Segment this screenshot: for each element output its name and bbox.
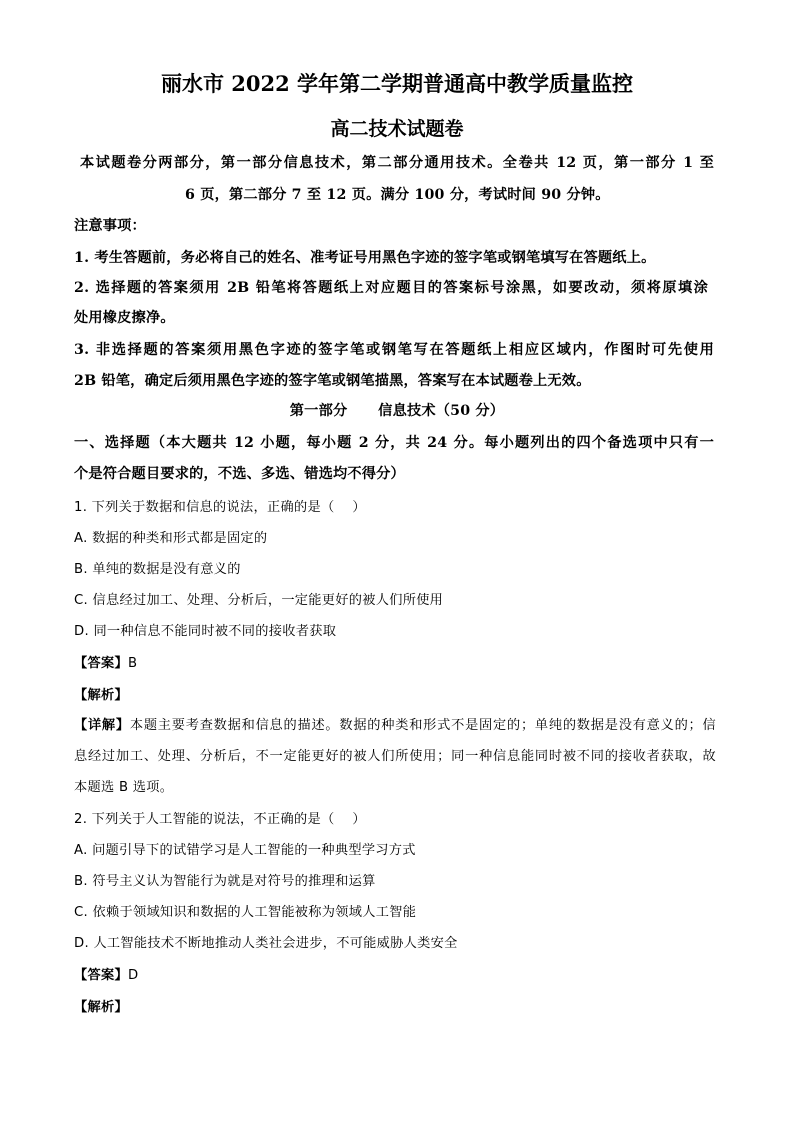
q2-answer — [74, 964, 138, 983]
q2-option-a: A. 问题引导下的试错学习是人工智能的一种典型学习方式 — [74, 843, 416, 858]
q1-detail-line-3: 本题选 B 选项。 — [74, 780, 174, 795]
q2-option-d: D. 人工智能技术不断地推动人类社会进步，不可能威胁人类安全 — [74, 936, 458, 951]
q1-stem: 1. 下列关于数据和信息的说法，正确的是（ ） — [74, 500, 366, 515]
q2-stem: 2. 下列关于人工智能的说法，不正确的是（ ） — [74, 812, 366, 827]
q1-option-c: C. 信息经过加工、处理、分析后，一定能更好的被人们所使用 — [74, 593, 444, 608]
q1-answer — [74, 652, 137, 671]
document-title: 丽水市 2022 学年第二学期普通高中教学质量监控 — [160, 71, 634, 96]
q1-option-d: D. 同一种信息不能同时被不同的接收者获取 — [74, 624, 337, 639]
q2-answer-value: D — [127, 968, 139, 983]
intro-line-2: 6 页，第二部分 7 至 12 页。满分 100 分，考试时间 90 分钟。 — [185, 187, 610, 203]
section1-heading-line-1: 一、选择题（本大题共 12 小题，每小题 2 分，共 24 分。每小题列出的四个备选项中只有一 — [74, 435, 714, 451]
notes-heading: 注意事项： — [74, 218, 146, 234]
note-item-2-line-2: 处用橡皮擦净。 — [74, 310, 175, 326]
note-item-1: 1. 考生答题前，务必将自己的姓名、准考证号用黑色字迹的签字笔或钢笔填写在答题纸上。 — [74, 250, 656, 266]
q2-option-b: B. 符号主义认为智能行为就是对符号的推理和运算 — [74, 874, 376, 889]
q1-option-b: B. 单纯的数据是没有意义的 — [74, 562, 241, 577]
q1-detail-line-2: 息经过加工、处理、分析后，不一定能更好的被人们所使用；同一种信息能同时被不同的接收者获取，故 — [74, 749, 716, 764]
q1-answer-value: B — [127, 656, 138, 671]
note-item-3-line-2: 2B 铅笔，确定后须用黑色字迹的签字笔或钢笔描黑，答案写在本试题卷上无效。 — [74, 373, 591, 389]
q2-analysis-label: 【解析】 — [74, 1000, 128, 1015]
q1-detail-line-1 — [74, 714, 716, 733]
q1-detail-text-1: 本题主要考查数据和信息的描述。数据的种类和形式不是固定的；单纯的数据是没有意义的；信 — [129, 718, 716, 733]
q2-option-c: C. 依赖于领域知识和数据的人工智能被称为领域人工智能 — [74, 905, 417, 920]
q2-answer-label: 【答案】 — [74, 968, 128, 983]
q1-detail-label: 【详解】 — [74, 718, 130, 733]
q1-analysis-label: 【解析】 — [74, 688, 128, 703]
note-item-2-line-1: 2. 选择题的答案须用 2B 铅笔将答题纸上对应题目的答案标号涂黑，如要改动，须将原填涂 — [74, 280, 708, 296]
document-subtitle: 高二技术试题卷 — [330, 118, 464, 140]
part1-title: 第一部分 信息技术（50 分） — [289, 403, 505, 419]
q1-option-a: A. 数据的种类和形式都是固定的 — [74, 531, 268, 546]
q1-answer-label: 【答案】 — [74, 656, 128, 671]
section1-heading-line-2: 个是符合题目要求的，不选、多选、错选均不得分） — [74, 466, 405, 482]
intro-line-1: 本试题卷分两部分，第一部分信息技术，第二部分通用技术。全卷共 12 页，第一部分 1 至 — [80, 155, 714, 171]
note-item-3-line-1: 3. 非选择题的答案须用黑色字迹的签字笔或钢笔写在答题纸上相应区域内，作图时可先使用 — [74, 342, 714, 358]
